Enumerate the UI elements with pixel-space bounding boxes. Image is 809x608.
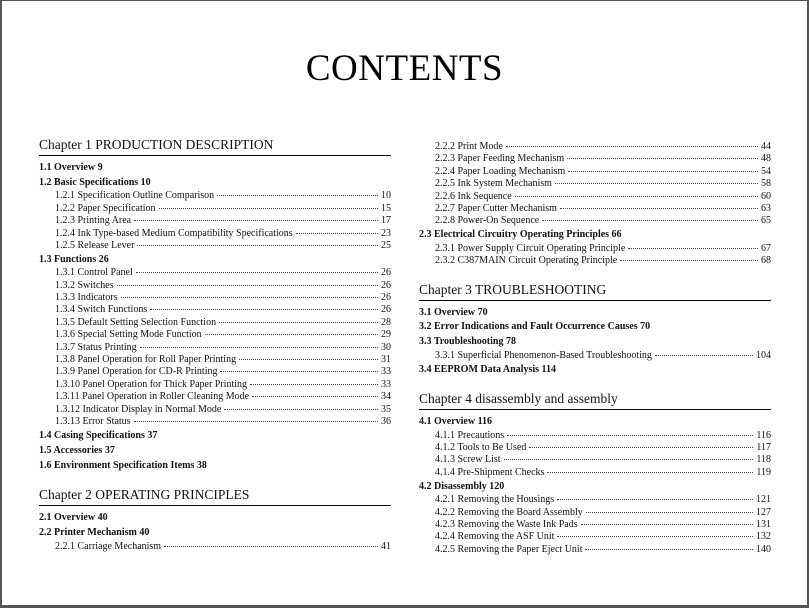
toc-entry-label: 1.3.13 Error Status <box>55 416 131 427</box>
toc-entry-label: 1.3.11 Panel Operation in Roller Cleaning Mode <box>55 391 250 403</box>
toc-entry-label: 1.3.3 Indicators <box>55 292 118 304</box>
toc-entry-label: 2.3.2 C387MAIN Circuit Operating Principle <box>435 255 618 267</box>
toc-entry-label: 1.3.5 Default Setting Selection Function <box>55 316 217 328</box>
toc-entry-label: 4.1.3 Screw List <box>435 454 501 466</box>
toc-entry-label: 4.2.4 Removing the ASF Unit <box>435 531 555 543</box>
dot-leader <box>134 212 378 221</box>
dot-leader <box>164 538 378 547</box>
toc-section[interactable]: 2.1 Overview 40 <box>39 512 108 524</box>
dot-leader <box>568 163 758 172</box>
toc-entry[interactable] <box>419 543 771 555</box>
dot-leader <box>239 351 378 360</box>
dot-leader <box>134 413 378 422</box>
toc-entry-label: 1.3.1 Control Panel <box>55 267 133 279</box>
toc-entry-page: 10 <box>381 190 391 202</box>
toc-entries <box>39 540 391 552</box>
dot-leader <box>628 240 758 249</box>
toc-entry-page: 63 <box>761 202 771 214</box>
toc-entry-page: 54 <box>761 165 771 177</box>
toc-right-column <box>419 140 771 555</box>
dot-leader <box>136 264 378 273</box>
toc-entry-page: 140 <box>756 543 771 555</box>
toc-entry-page: 104 <box>756 349 771 361</box>
dot-leader <box>542 212 758 221</box>
toc-entry-page: 60 <box>761 190 771 202</box>
toc-entry-page: 36 <box>381 416 391 427</box>
toc-entry-page: 116 <box>756 429 771 441</box>
dot-leader <box>220 363 378 372</box>
toc-section[interactable]: 1.4 Casing Specifications 37 <box>39 429 158 441</box>
toc-entry-label: 2.2.3 Paper Feeding Mechanism <box>435 153 565 165</box>
dot-leader <box>121 289 379 298</box>
toc-entry-page: 67 <box>761 242 771 254</box>
dot-leader <box>506 138 758 147</box>
toc-section[interactable]: 1.1 Overview 9 <box>39 162 103 173</box>
dot-leader <box>117 277 378 286</box>
toc-entry[interactable] <box>39 239 391 251</box>
toc-entry-page: 65 <box>761 215 771 227</box>
toc-entry-label: 4.1.1 Precautions <box>435 429 505 441</box>
toc-entry-label: 1.2.2 Paper Specification <box>55 202 156 214</box>
dot-leader <box>296 225 378 234</box>
toc-section[interactable]: 1.3 Functions 26 <box>39 253 109 265</box>
toc-entry-page: 25 <box>381 239 391 251</box>
toc-entry-label: 4.1.4 Pre-Shipment Checks <box>435 466 545 478</box>
toc-entry[interactable] <box>419 349 771 361</box>
toc-entry-label: 4.1.2 Tools to Be Used <box>435 442 527 454</box>
toc-entry-page: 17 <box>381 215 391 227</box>
toc-entry-page: 127 <box>756 506 771 518</box>
dot-leader <box>515 188 758 197</box>
toc-entry-page: 121 <box>756 494 771 506</box>
toc-section[interactable]: 2.2 Printer Mechanism 40 <box>39 527 150 539</box>
toc-entry-page: 35 <box>381 403 391 415</box>
toc-entry-label: 1.3.6 Special Setting Mode Function <box>55 329 202 341</box>
dot-leader <box>567 150 758 159</box>
dot-leader <box>159 200 378 209</box>
toc-entry-page: 33 <box>381 378 391 390</box>
dot-leader <box>504 451 754 460</box>
toc-entry-page: 28 <box>381 316 391 328</box>
toc-entry-page: 117 <box>756 442 771 454</box>
chapter-1-heading[interactable]: Chapter 1 PRODUCTION DESCRIPTION <box>39 136 391 156</box>
toc-entry-label: 1.3.8 Panel Operation for Roll Paper Printing <box>55 354 237 366</box>
dot-leader <box>150 301 378 310</box>
toc-section[interactable]: 1.5 Accessories 37 <box>39 444 115 456</box>
dot-leader <box>252 388 378 397</box>
toc-entry-page: 15 <box>381 202 391 214</box>
toc-entry-label: 1.3.10 Panel Operation for Thick Paper Printing <box>55 378 248 390</box>
toc-section[interactable]: 4.2 Disassembly 120 <box>419 480 505 492</box>
dot-leader <box>581 516 753 525</box>
toc-section[interactable]: 3.1 Overview 70 <box>419 306 488 318</box>
toc-entry-page: 29 <box>381 329 391 341</box>
dot-leader <box>585 541 753 550</box>
toc-entry-page: 118 <box>756 454 771 466</box>
toc-entry-label: 4.2.2 Removing the Board Assembly <box>435 506 583 518</box>
toc-left-column <box>39 136 391 552</box>
dot-leader <box>560 200 758 209</box>
chapter-2-heading[interactable]: Chapter 2 OPERATING PRINCIPLES <box>39 486 391 506</box>
chapter-4-heading[interactable]: Chapter 4 disassembly and assembly <box>419 390 771 410</box>
toc-entry[interactable] <box>39 540 391 552</box>
toc-entry-label: 3.3.1 Superficial Phenomenon-Based Troubleshooting <box>435 349 652 361</box>
toc-entry-label: 4.2.5 Removing the Paper Eject Unit <box>435 543 583 555</box>
toc-entry-label: 2.2.5 Ink System Mechanism <box>435 178 552 190</box>
toc-entry-page: 48 <box>761 153 771 165</box>
dot-leader <box>586 504 753 513</box>
toc-entry-label: 1.3.4 Switch Functions <box>55 304 148 316</box>
toc-section[interactable]: 4.1 Overview 116 <box>419 416 493 428</box>
toc-entry[interactable] <box>419 254 771 266</box>
toc-entries <box>419 429 771 479</box>
toc-entry-label: 2.2.2 Print Mode <box>435 141 503 152</box>
toc-entry-label: 2.2.8 Power-On Sequence <box>435 215 540 227</box>
toc-section[interactable]: 3.2 Error Indications and Fault Occurrence Causes 70 <box>419 321 651 333</box>
dot-leader <box>219 314 378 323</box>
toc-entry-label: 2.3.1 Power Supply Circuit Operating Principle <box>435 242 626 254</box>
toc-section[interactable]: 3.4 EEPROM Data Analysis 114 <box>419 363 556 375</box>
toc-entry-label: 1.3.2 Switches <box>55 279 114 291</box>
toc-entry-label: 2.2.6 Ink Sequence <box>435 190 512 202</box>
toc-entries <box>39 266 391 427</box>
toc-entry-label: 4.2.3 Removing the Waste Ink Pads <box>435 518 578 530</box>
dot-leader <box>655 347 753 356</box>
toc-entry-label: 1.2.4 Ink Type-based Medium Compatibility Specifications <box>55 227 293 239</box>
toc-entry-page: 26 <box>381 279 391 291</box>
toc-entry-page: 132 <box>756 531 771 543</box>
dot-leader <box>555 175 758 184</box>
toc-entries <box>419 349 771 361</box>
toc-entry-page: 23 <box>381 227 391 239</box>
toc-entry-label: 2.2.4 Paper Loading Mechanism <box>435 165 566 177</box>
chapter-3-heading[interactable]: Chapter 3 TROUBLESHOOTING <box>419 281 771 301</box>
dot-leader <box>140 339 378 348</box>
toc-entry-page: 68 <box>761 255 771 267</box>
dot-leader <box>224 401 378 410</box>
toc-entry-page: 26 <box>381 304 391 316</box>
toc-section[interactable]: 1.6 Environment Specification Items 38 <box>39 459 207 471</box>
toc-entry-page: 33 <box>381 366 391 378</box>
toc-entry-label: 2.2.1 Carriage Mechanism <box>55 540 162 552</box>
toc-entries <box>419 493 771 555</box>
toc-entry-label: 1.3.7 Status Printing <box>55 341 137 353</box>
toc-entry-label: 1.2.1 Specification Outline Comparison <box>55 190 215 202</box>
toc-entry-page: 119 <box>756 466 771 478</box>
toc-entry-label: 1.2.5 Release Lever <box>55 239 135 251</box>
toc-entry-page: 41 <box>381 540 391 552</box>
toc-entry-page: 44 <box>761 141 771 152</box>
toc-entry-page: 30 <box>381 341 391 353</box>
toc-entry-page: 58 <box>761 178 771 190</box>
toc-entry-page: 131 <box>756 518 771 530</box>
dot-leader <box>205 326 378 335</box>
toc-entry-label: 2.2.7 Paper Cutter Mechanism <box>435 202 557 214</box>
dot-leader <box>217 187 378 196</box>
toc-entry-label: 1.3.12 Indicator Display in Normal Mode <box>55 403 222 415</box>
toc-section[interactable]: 3.3 Troubleshooting 78 <box>419 336 516 348</box>
dot-leader <box>137 237 378 246</box>
dot-leader <box>547 464 753 473</box>
toc-entry[interactable] <box>419 214 771 226</box>
dot-leader <box>507 427 753 436</box>
toc-entry-page: 34 <box>381 391 391 403</box>
toc-entry[interactable] <box>39 415 391 427</box>
dot-leader <box>529 439 753 448</box>
dot-leader <box>620 252 758 261</box>
toc-entry-label: 1.3.9 Panel Operation for CD-R Printing <box>55 366 218 378</box>
toc-entry[interactable] <box>419 466 771 478</box>
toc-entry-page: 26 <box>381 267 391 279</box>
toc-entry-page: 31 <box>381 354 391 366</box>
dot-leader <box>557 528 753 537</box>
dot-leader <box>557 491 753 500</box>
toc-entry-label: 4.2.1 Removing the Housings <box>435 494 555 506</box>
toc-entries <box>419 140 771 227</box>
toc-section[interactable]: 2.3 Electrical Circuitry Operating Principles 66 <box>419 229 622 241</box>
page-title: CONTENTS <box>305 48 504 89</box>
toc-entry-page: 26 <box>381 292 391 304</box>
toc-entries <box>419 242 771 267</box>
toc-entries <box>39 189 391 251</box>
toc-entry-label: 1.2.3 Printing Area <box>55 215 132 227</box>
toc-section[interactable]: 1.2 Basic Specifications 10 <box>39 176 151 188</box>
dot-leader <box>250 376 378 385</box>
